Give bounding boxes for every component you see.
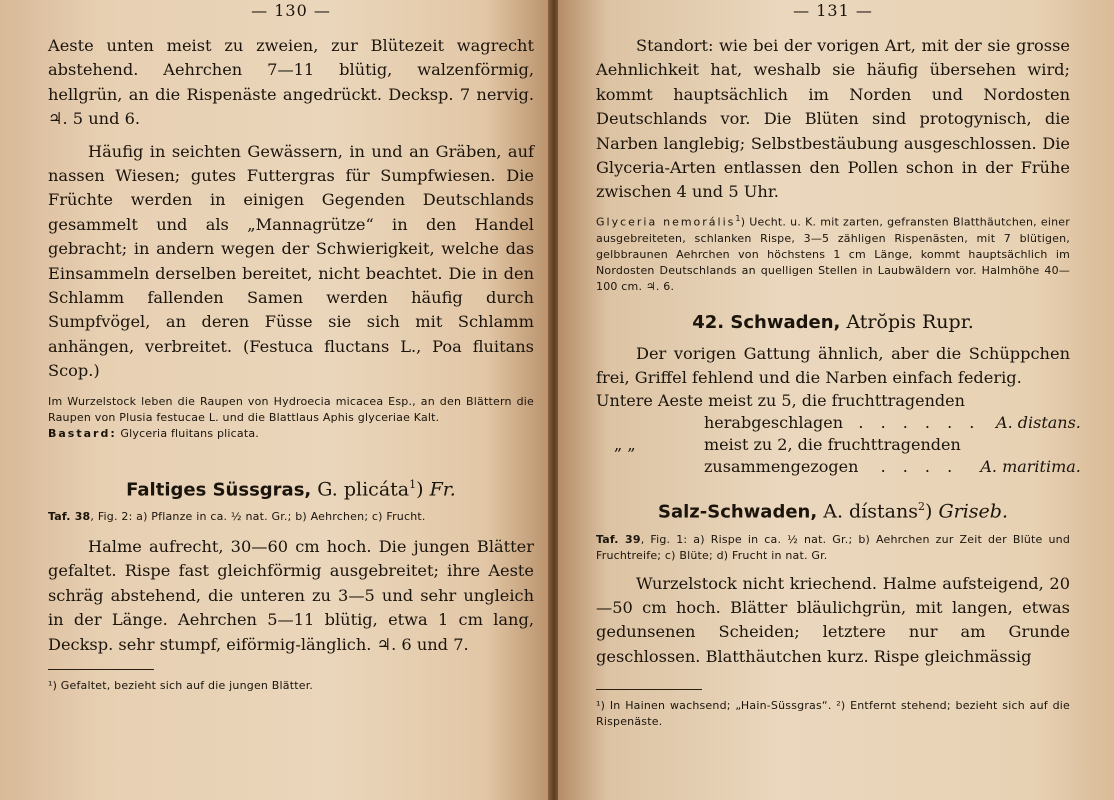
species-heading — [596, 494, 1070, 525]
key-row — [596, 456, 1081, 478]
footnote-ref: 1 — [409, 477, 417, 491]
genus-common-name: 42. Schwaden, — [692, 311, 841, 333]
body-text — [596, 342, 1070, 391]
plate-line — [48, 509, 534, 525]
key-dots: . . . . — [880, 457, 959, 477]
key-cell — [596, 434, 1081, 456]
key-intro: Untere Aeste meist zu 5, die fruchttragenden — [596, 391, 965, 411]
footnote — [48, 678, 534, 694]
key-intro-row — [596, 390, 1081, 412]
paragraph: Standort: wie bei der vorigen Art, mit der sie grosse Aehnlichkeit hat, weshalb sie häufig übersehen wird; kommt hauptsächlich im Norden und Nordosten Deutschlands vor. Die Blüten sind protogynisch, die Narben langlebig; Selbstbestäubung ausgeschlossen. Die Glyceria-Arten entlassen den Pollen schon in der Frühe zwischen 4 und 5 Uhr. — [596, 36, 1070, 202]
species-latin-name: A. dístans — [817, 500, 918, 523]
footnote — [596, 698, 1070, 730]
paragraph: Der vorigen Gattung ähnlich, aber die Schüppchen frei, Griffel fehlend und die Narben einfach federig. — [596, 343, 1070, 387]
paragraph: Halme aufrecht, 30—60 cm hoch. Die jungen Blätter gefaltet. Rispe fast gleichförmig ausgebreitet; ihre Aeste schräg abstehend, die unteren zu 3—5 und sehr ungleich in der Länge. Aehrchen 5—11 blütig, etwa 1 cm lang, Decksp. sehr stumpf, eiförmig-länglich. ♃. 6 und 7. — [48, 537, 534, 654]
paragraph: Aeste unten meist zu zweien, zur Blütezeit wagrecht abstehend. Aehrchen 7—11 blütig, walzenförmig, hellgrün, an die Rispenäste angedrückt. Decksp. 7 nervig. ♃. 5 und 6. — [48, 36, 534, 129]
genus-latin-name: Atrŏpis Rupr. — [840, 310, 974, 333]
plate-text: , Fig. 2: a) Pflanze in ca. ½ nat. Gr.; b) Aehrchen; c) Frucht. — [90, 510, 426, 524]
body-text — [48, 535, 534, 657]
footnote-rule — [48, 669, 154, 670]
key-species: A. maritima. — [980, 457, 1081, 477]
key-species: A. distans. — [996, 413, 1081, 433]
page-number: — 131 — — [793, 1, 873, 20]
footnote-ref: 2 — [917, 500, 925, 514]
species-heading — [48, 472, 534, 503]
footnote-text: ¹) Gefaltet, bezieht sich auf die jungen Blätter. — [48, 679, 314, 693]
plate-label: Taf. 38 — [48, 510, 91, 524]
small-print-note — [48, 394, 534, 442]
footnote-ref: 1 — [735, 213, 741, 223]
species-author: Griseb. — [932, 500, 1008, 523]
bastard-note — [48, 426, 534, 442]
heading-paren: ) — [416, 478, 424, 501]
species-common-name: Faltiges Süssgras, — [126, 479, 312, 501]
bastard-label: Bastard: — [48, 426, 117, 440]
plate-label: Taf. 39 — [596, 532, 641, 546]
footnote-rule — [596, 689, 702, 690]
heading-paren: ) — [924, 500, 933, 523]
identification-key — [596, 390, 1081, 478]
key-dots: . . . . . . — [858, 413, 981, 433]
left-page — [0, 0, 552, 800]
note-paragraph: Im Wurzelstock leben die Raupen von Hydroecia micacea Esp., an den Blättern die Raupen von Plusia festucae L. und die Blattlaus Aphis glyceriae Kalt. — [48, 394, 534, 424]
species-common-name: Salz-Schwaden, — [658, 501, 818, 523]
paragraph: Wurzelstock nicht kriechend. Halme aufsteigend, 20—50 cm hoch. Blätter bläulichgrün, mit langen, etwas gedunsenen Scheiden; letztere nur am Grunde geschlossen. Blatthäutchen kurz. Rispe gleichmässig — [596, 573, 1070, 666]
note-paragraph — [596, 211, 1070, 295]
bastard-text: Glyceria fluitans plicata. — [116, 426, 259, 440]
footnote-text: ¹) In Hainen wachsend; „Hain-Süssgras“. ²) Entfernt stehend; bezieht sich auf die Rispenäste. — [596, 699, 1070, 729]
body-text — [596, 572, 1070, 670]
body-text — [596, 34, 1070, 205]
key-text: herabgeschlagen — [704, 413, 844, 433]
species-name: Glyceria nemorális — [596, 215, 736, 229]
genus-heading — [596, 309, 1070, 336]
paragraph: Häufig in seichten Gewässern, in und an Gräben, auf nassen Wiesen; gutes Futtergras für Sumpfwiesen. Die Früchte werden in einigen Gegenden Deutschlands gesammelt und als „Mannagrütze“ in den Handel gebracht; in andern wegen der Schwierigkeit, welche das Einsammeln derselben bereitet, nicht beachtet. Die in den Schlamm fallenden Samen werden häufig durch Sumpfvögel, an deren Füsse sie sich mit Schlamm anhängen, verbreitet. (Festuca fluctans L., Poa fluitans Scop.) — [48, 141, 534, 381]
species-author: Fr. — [423, 478, 456, 501]
small-print-note — [596, 211, 1070, 295]
plate-text: , Fig. 1: a) Rispe in ca. ½ nat. Gr.; b) Aehrchen zur Zeit der Blüte und Fruchtreife; c) Blüte; d) Frucht in nat. Gr. — [596, 532, 1070, 562]
plate-line — [596, 532, 1070, 564]
body-text — [48, 34, 534, 384]
key-text: zusammengezogen — [704, 457, 859, 477]
page-number: — 130 — — [251, 1, 331, 20]
species-latin-name: G. plicáta — [311, 478, 410, 501]
key-row — [596, 434, 1081, 456]
key-row — [596, 412, 1081, 434]
right-page — [558, 0, 1114, 800]
note-text: ) Uecht. u. K. mit zarten, gefransten Blatthäutchen, einer ausgebreiteten, schlanken Rispe, 3—5 zähligen Rispenästen, mit 7 blütigen, gelbbraunen Aehrchen von höchstens 1 cm Länge, kommt hauptsächlich im Nordosten Deutschlands an quelligen Stellen in Laubwäldern vor. Halmhöhe 40—100 cm. ♃. 6. — [596, 215, 1070, 293]
plate-reference — [48, 509, 534, 525]
ditto-marks: „ „ — [614, 435, 636, 455]
key-text: meist zu 2, die fruchttragenden — [704, 435, 961, 455]
plate-reference — [596, 532, 1070, 564]
